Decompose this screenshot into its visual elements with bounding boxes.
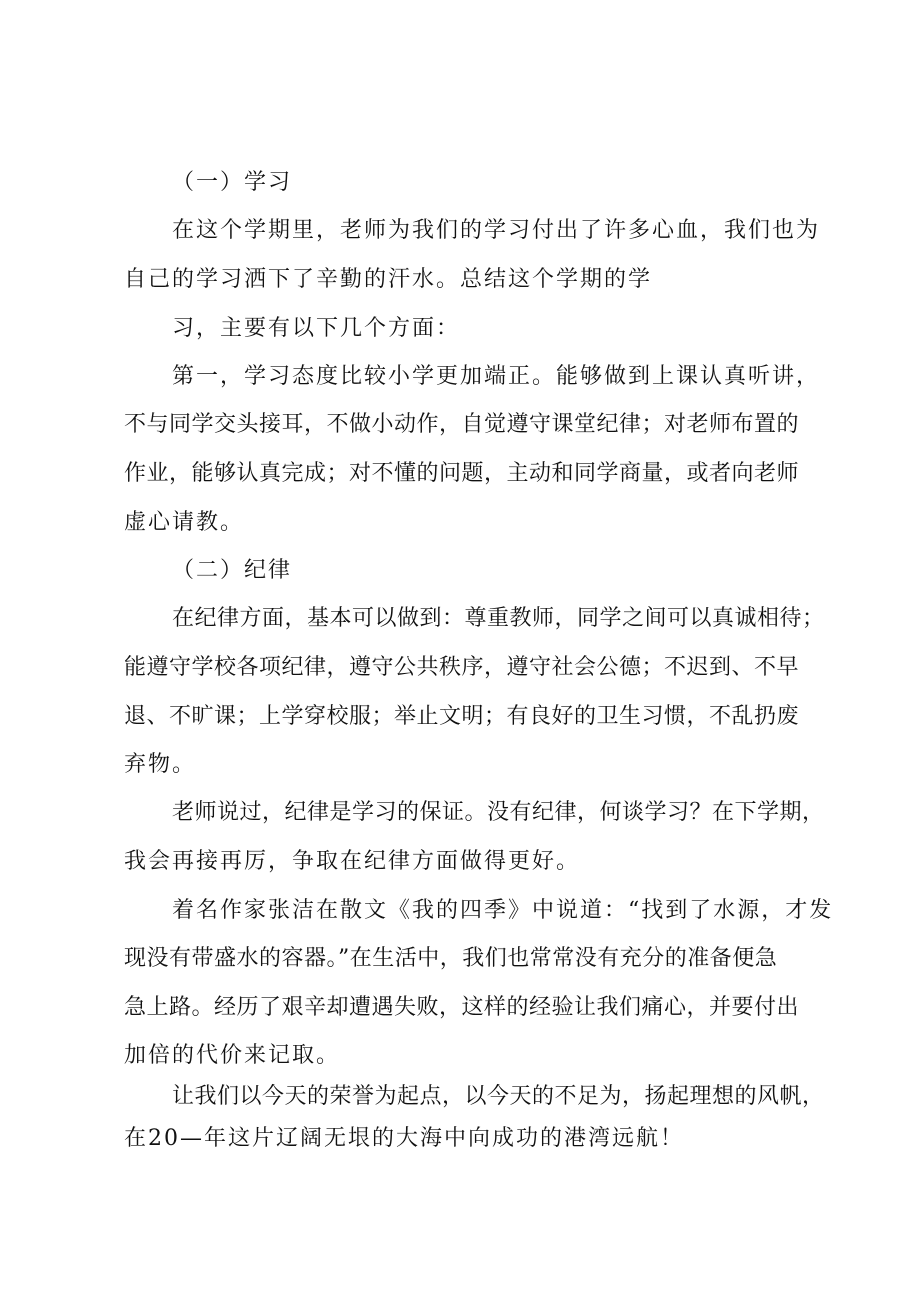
paragraph-line: 着名作家张洁在散文《我的四季》中说道：“找到了水源，才发 bbox=[172, 898, 834, 923]
section-heading-study: （一）学习 bbox=[172, 170, 293, 195]
paragraph-line: 自己的学习洒下了辛勤的汗水。总结这个学期的学 bbox=[124, 267, 653, 292]
paragraph-line: 弃物。 bbox=[124, 752, 197, 777]
paragraph-line: 老师说过，纪律是学习的保证。没有纪律，何谈学习？在下学期， bbox=[172, 800, 825, 825]
paragraph-line: 习，主要有以下几个方面： bbox=[172, 316, 461, 341]
paragraph-line: 急上路。经历了艰辛却遭遇失败，这样的经验让我们痛心，并要付出 bbox=[124, 995, 800, 1020]
paragraph-line: 能遵守学校各项纪律，遵守公共秩序，遵守社会公德；不迟到、不早 bbox=[124, 655, 800, 680]
paragraph-line: 在这个学期里，老师为我们的学习付出了许多心血，我们也为 bbox=[172, 218, 821, 243]
section-heading-discipline: （二）纪律 bbox=[172, 558, 293, 583]
paragraph-line: 加倍的代价来记取。 bbox=[124, 1043, 341, 1068]
paragraph-line: 不与同学交头接耳，不做小动作，自觉遵守课堂纪律；对老师布置的 bbox=[124, 412, 800, 437]
paragraph-line: 现没有带盛水的容器。”在生活中，我们也常常没有充分的准备便急 bbox=[124, 946, 778, 971]
paragraph-line: 让我们以今天的荣誉为起点，以今天的不足为，扬起理想的风帆， bbox=[172, 1084, 825, 1109]
paragraph-line: 虚心请教。 bbox=[124, 510, 245, 535]
paragraph-line: 在纪律方面，基本可以做到：尊重教师，同学之间可以真诚相待； bbox=[172, 606, 825, 631]
paragraph-line: 作业，能够认真完成；对不懂的问题，主动和同学商量，或者向老师 bbox=[124, 461, 800, 486]
paragraph-line: 退、不旷课；上学穿校服；举止文明；有良好的卫生习惯，不乱扔废 bbox=[124, 704, 800, 729]
paragraph-line: 我会再接再厉，争取在纪律方面做得更好。 bbox=[124, 849, 581, 874]
paragraph-line: 第一，学习态度比较小学更加端正。能够做到上课认真听讲， bbox=[172, 364, 821, 389]
paragraph-line: 在20—年这片辽阔无垠的大海中向成功的港湾远航！ bbox=[124, 1126, 684, 1151]
